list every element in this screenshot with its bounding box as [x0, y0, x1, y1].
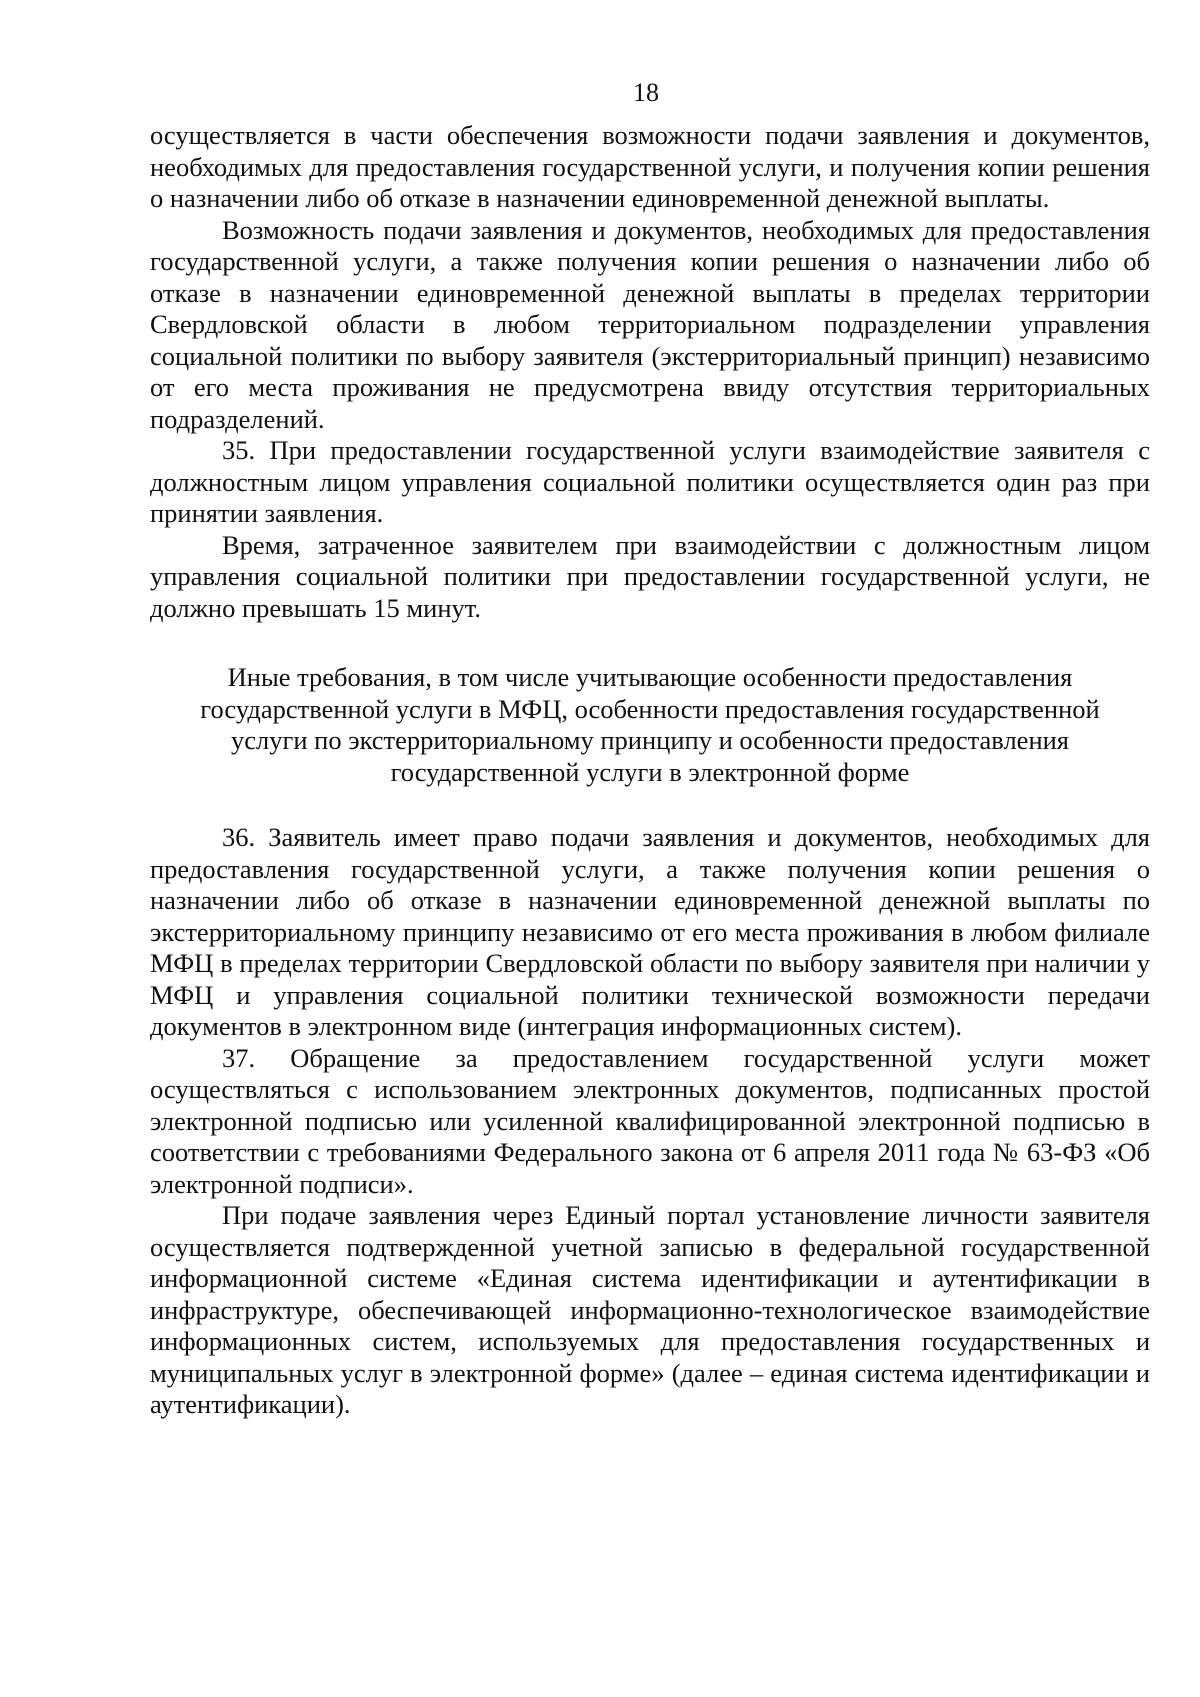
section-heading: Иные требования, в том числе учитывающие особенности предоставления государственной услуги в МФЦ, особенности предоставления государственной услуги по экстерриториальному принципу и особенности предоставления государственной услуги в электронной форме: [200, 662, 1100, 787]
page-number: 18: [633, 78, 659, 107]
paragraph-waiting-time: Время, затраченное заявителем при взаимодействии с должностным лицом управления социальной политики при предоставлении государственной услуги, не должно превышать 15 минут.: [150, 529, 1150, 623]
paragraph-37: 37. Обращение за предоставлением государственной услуги может осуществляться с использованием электронных документов, подписанных простой электронной подписью или усиленной квалифицированной электронной подписью в соответствии с требованиями Федерального закона от 6 апреля 2011 года № 63-ФЗ «Об электронной подписи».: [150, 1042, 1150, 1199]
document-body: [150, 120, 1150, 1421]
paragraph-continuation: осуществляется в части обеспечения возможности подачи заявления и документов, необходимых для предоставления государственной услуги, и получения копии решения о назначении либо об отказе в назначении единовременной денежной выплаты.: [150, 120, 1150, 213]
paragraph-36: 36. Заявитель имеет право подачи заявления и документов, необходимых для предоставления государственной услуги, а также получения копии решения о назначении либо об отказе в назначении единовременной денежной выплаты по экстерриториальному принципу независимо от его места проживания в любом филиале МФЦ в пределах территории Свердловской области по выбору заявителя при наличии у МФЦ и управления социальной политики технической возможности передачи документов в электронном виде (интеграция информационных систем).: [150, 822, 1150, 1041]
paragraph-35: 35. При предоставлении государственной услуги взаимодействие заявителя с должностным лицом управления социальной политики осуществляется один раз при принятии заявления.: [150, 435, 1150, 528]
paragraph-extraterritorial-not-provided: Возможность подачи заявления и документов, необходимых для предоставления государственной услуги, а также получения копии решения о назначении либо об отказе в назначении единовременной денежной выплаты в пределах территории Свердловской области в любом территориальном подразделении управления социальной политики по выбору заявителя (экстерриториальный принцип) независимо от его места проживания не предусмотрена ввиду отсутствия территориальных подразделений.: [150, 214, 1150, 434]
paragraph-identification: При подаче заявления через Единый портал установление личности заявителя осуществляется подтвержденной учетной записью в федеральной государственной информационной системе «Единая система идентификации и аутентификации в инфраструктуре, обеспечивающей информационно-технологическое взаимодействие информационных систем, используемых для предоставления государственных и муниципальных услуг в электронной форме» (далее – единая система идентификации и аутентификации).: [150, 1200, 1150, 1419]
